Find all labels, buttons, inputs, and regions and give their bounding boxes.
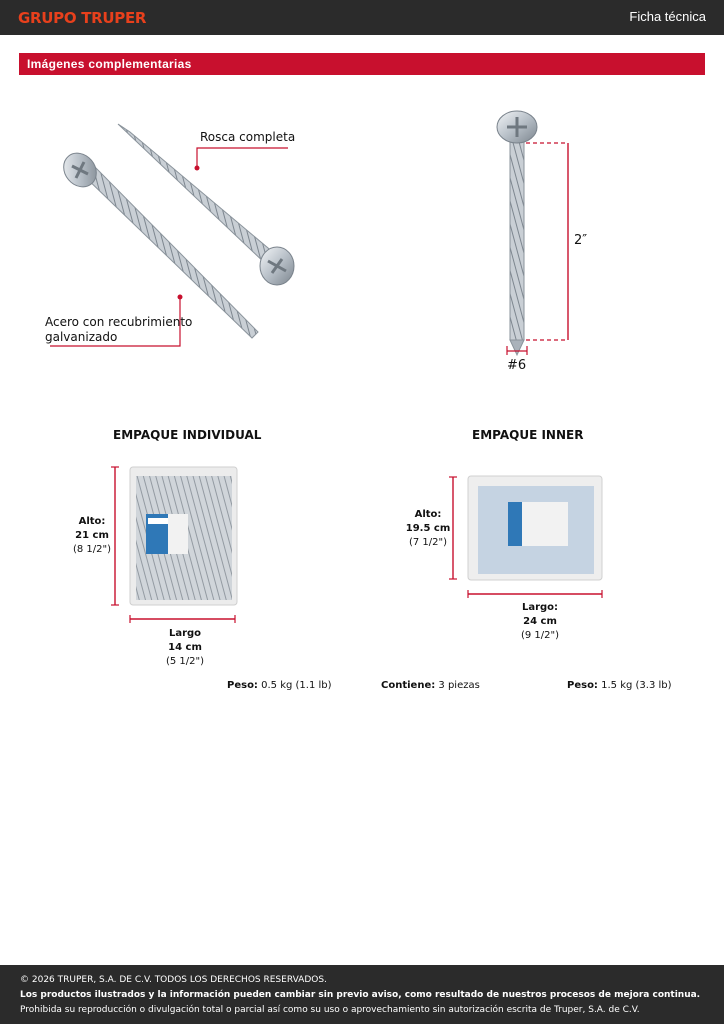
footer-copyright: © 2026 TRUPER, S.A. DE C.V. TODOS LOS DERECHOS RESERVADOS. bbox=[20, 975, 327, 985]
bag-icon bbox=[130, 467, 237, 605]
individual-width-value: 14 cm bbox=[168, 642, 202, 653]
individual-height-imperial: (8 1/2") bbox=[72, 544, 112, 555]
individual-package-drawing bbox=[108, 462, 248, 630]
individual-weight bbox=[227, 680, 332, 691]
inner-height-imperial: (7 1/2") bbox=[408, 537, 448, 548]
document-type: Ficha técnica bbox=[629, 9, 706, 24]
inner-contents bbox=[381, 680, 480, 691]
individual-package-title: EMPAQUE INDIVIDUAL bbox=[113, 428, 262, 442]
inner-width-imperial: (9 1/2") bbox=[520, 630, 560, 641]
inner-contents-value: 3 piezas bbox=[438, 680, 480, 691]
inner-height bbox=[400, 508, 456, 550]
callout-material bbox=[45, 315, 192, 345]
screw-icon bbox=[497, 111, 537, 355]
individual-height-value: 21 cm bbox=[75, 530, 109, 541]
callout-thread: Rosca completa bbox=[200, 130, 296, 144]
inner-package-drawing bbox=[440, 472, 615, 602]
callout-material-line1: Acero con recubrimiento bbox=[45, 315, 193, 329]
top-bar bbox=[0, 0, 724, 35]
inner-width-label: Largo: bbox=[521, 602, 559, 613]
inner-weight-label: Peso: bbox=[567, 680, 598, 691]
individual-height-label: Alto: bbox=[78, 516, 106, 527]
individual-width-label: Largo bbox=[168, 628, 202, 639]
footer bbox=[0, 965, 724, 1024]
section-header bbox=[19, 53, 705, 75]
inner-contents-label: Contiene: bbox=[381, 680, 436, 691]
screw-icon bbox=[57, 147, 258, 338]
footer-notice: Los productos ilustrados y la información pueden cambiar sin previo aviso, como resultado de nuestros procesos de mejora continua. bbox=[20, 990, 701, 1000]
inner-width-value: 24 cm bbox=[523, 616, 557, 627]
bag-icon bbox=[468, 476, 602, 580]
footer-prohibition: Prohibida su reproducción o divulgación total o parcial así como su uso o aprovechamiento sin autorización escrita de Truper, S.A. de C.V. bbox=[20, 1005, 640, 1015]
section-title: Imágenes complementarias bbox=[27, 57, 192, 71]
inner-height-label: Alto: bbox=[414, 509, 442, 520]
inner-height-value: 19.5 cm bbox=[405, 523, 451, 534]
inner-package-title: EMPAQUE INNER bbox=[472, 428, 584, 442]
callout-material-line2: galvanizado bbox=[45, 330, 118, 344]
individual-weight-label: Peso: bbox=[227, 680, 258, 691]
brand-logo: GRUPO TRUPER bbox=[18, 9, 147, 27]
inner-weight-value: 1.5 kg (3.3 lb) bbox=[601, 680, 672, 691]
individual-width-imperial: (5 1/2") bbox=[165, 656, 205, 667]
inner-width bbox=[510, 601, 570, 643]
length-label: 2″ bbox=[574, 233, 588, 248]
individual-width bbox=[155, 627, 215, 669]
gauge-label: #6 bbox=[507, 358, 527, 373]
inner-weight bbox=[567, 680, 672, 691]
individual-weight-value: 0.5 kg (1.1 lb) bbox=[261, 680, 332, 691]
individual-height bbox=[66, 515, 118, 557]
